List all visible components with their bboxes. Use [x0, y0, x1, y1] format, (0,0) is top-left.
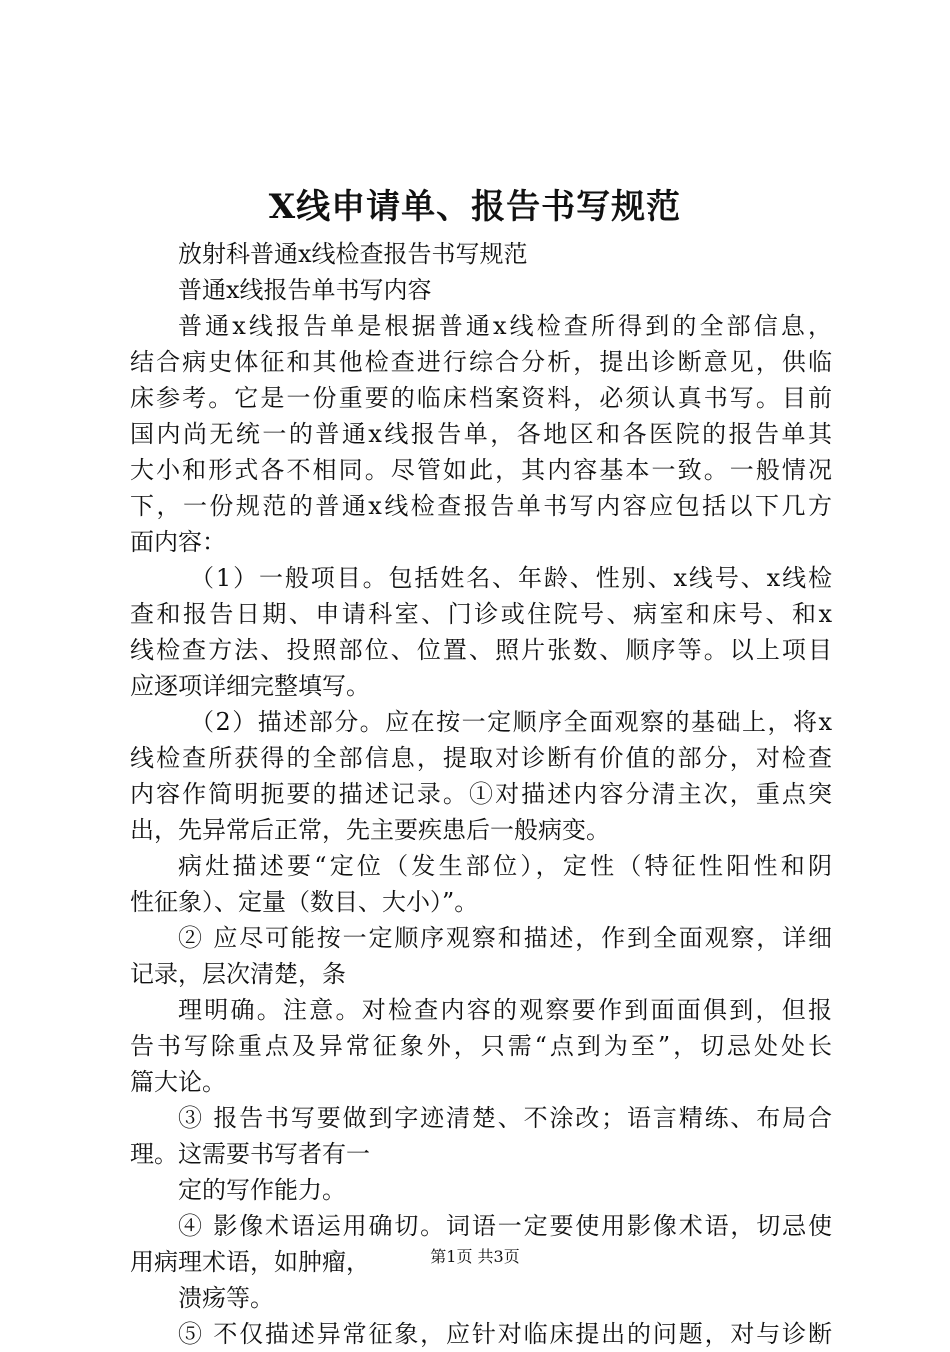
- text-line: 面内容：: [130, 528, 226, 556]
- text-line: ② 应尽可能按一定顺序观察和描述，作到全面观察，详细: [178, 924, 832, 952]
- text-line: 溃疡等。: [178, 1284, 274, 1312]
- text-line: ⑤ 不仅描述异常征象，应针对临床提出的问题，对与诊断: [178, 1320, 832, 1348]
- document-title: X线申请单、报告书写规范: [268, 187, 682, 227]
- text-line: 理。这需要书写者有一: [130, 1140, 370, 1168]
- text-line: 下，一份规范的普通x线检查报告单书写内容应包括以下几方: [130, 492, 832, 520]
- text-line: 用病理术语，如肿瘤，: [130, 1248, 370, 1276]
- text-line: 国内尚无统一的普通x线报告单，各地区和各医院的报告单其: [130, 420, 832, 448]
- text-line: （1）一般项目。包括姓名、年龄、性别、x线号、x线检: [190, 564, 832, 592]
- text-line: 普通x线报告单书写内容: [178, 276, 432, 304]
- text-line: 线检查所获得的全部信息，提取对诊断有价值的部分，对检查: [130, 744, 832, 772]
- text-line: 普通x线报告单是根据普通x线检查所得到的全部信息，: [178, 312, 832, 340]
- text-line: 查和报告日期、申请科室、门诊或住院号、病室和床号、和x: [130, 600, 832, 628]
- text-line: 线检查方法、投照部位、位置、照片张数、顺序等。以上项目: [130, 636, 832, 664]
- text-line: 结合病史体征和其他检查进行综合分析，提出诊断意见，供临: [130, 348, 832, 376]
- text-line: 放射科普通x线检查报告书写规范: [178, 240, 528, 268]
- text-line: 定的写作能力。: [178, 1176, 346, 1204]
- text-line: 篇大论。: [130, 1068, 226, 1096]
- text-line: 床参考。它是一份重要的临床档案资料，必须认真书写。目前: [130, 384, 832, 412]
- text-line: ④ 影像术语运用确切。词语一定要使用影像术语，切忌使: [178, 1212, 832, 1240]
- text-line: ③ 报告书写要做到字迹清楚、不涂改；语言精练、布局合: [178, 1104, 832, 1132]
- text-line: （2）描述部分。应在按一定顺序全面观察的基础上，将x: [190, 708, 832, 736]
- text-line: 内容作简明扼要的描述记录。①对描述内容分清主次，重点突: [130, 780, 832, 808]
- text-line: 应逐项详细完整填写。: [130, 672, 370, 700]
- text-line: 大小和形式各不相同。尽管如此，其内容基本一致。一般情况: [130, 456, 832, 484]
- text-line: 性征象）、定量（数目、大小）”。: [130, 888, 479, 916]
- text-line: 记录，层次清楚，条: [130, 960, 346, 988]
- page-number-footer: 第1页 共3页: [430, 1247, 520, 1266]
- text-line: 出，先异常后正常，先主要疾患后一般病变。: [130, 816, 610, 844]
- document-body: [130, 236, 832, 1352]
- text-line: 病灶描述要“定位（发生部位），定性（特征性阳性和阴: [178, 852, 832, 880]
- text-line: 告书写除重点及异常征象外，只需“点到为至”，切忌处处长: [130, 1032, 832, 1060]
- text-line: 理明确。注意。对检查内容的观察要作到面面俱到，但报: [178, 996, 832, 1024]
